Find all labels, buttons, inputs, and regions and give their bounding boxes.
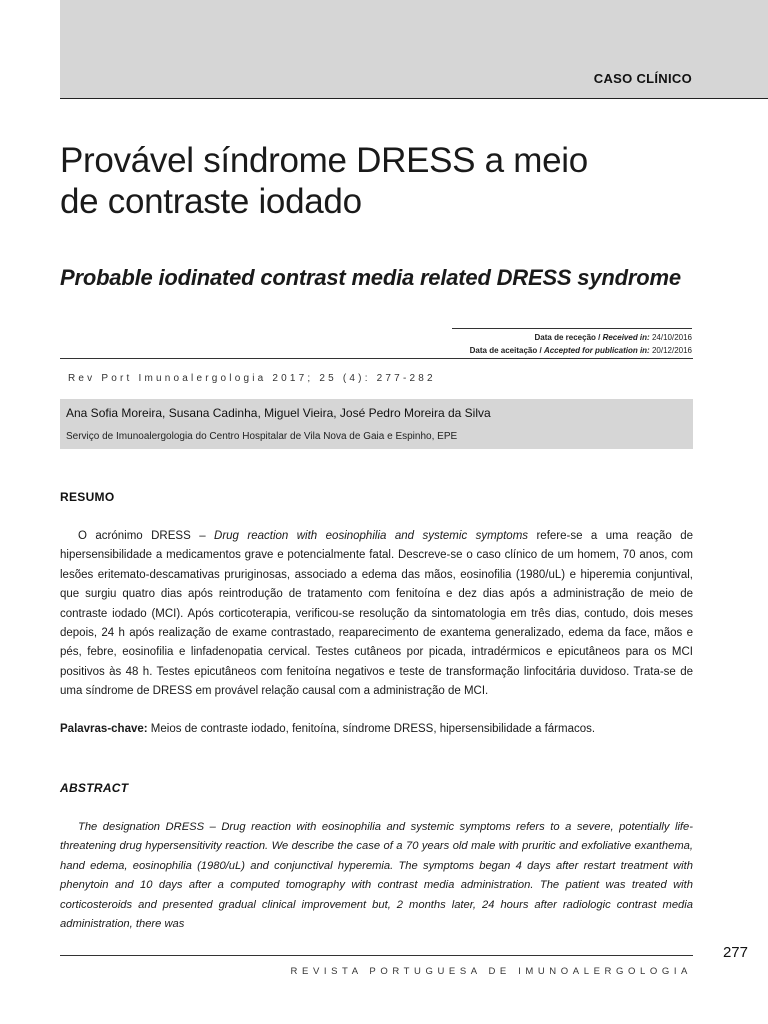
page-number: 277 [722,944,748,961]
resumo-intro-italic: Drug reaction with eosinophilia and systemic symptoms [214,530,529,542]
article-title-english: Probable iodinated contrast media related DRESS syndrome [60,265,681,290]
received-label-pt: Data de receção / [534,333,601,342]
authors-box [60,399,693,449]
footer-divider [60,955,693,956]
citation-divider [60,358,693,359]
abstract-text: The designation DRESS – Drug reaction with eosinophilia and systemic symptoms refers to a severe, potentially life-threatening drug hypersensitivity reaction. We describe the case of a 70 years old male with pruritic and exfoliative exanthema, hand edema, eosinophilia (1980/uL) and conjunctival hyperemia. The symptoms began 4 days after restart treatment with phenytoin and 10 days after a computed tomography with contrast media administration. The patient was treated with corticosteroids and presented gradual clinical improvement but, 2 months later, 24 hours after radiologic contrast media administration, there was [60,821,693,931]
resumo-intro: O acrónimo DRESS – [78,530,215,542]
accepted-label-en: Accepted for publication in: [543,346,650,355]
resumo-heading: RESUMO [60,490,115,504]
received-value: 24/10/2016 [651,333,692,342]
resumo-paragraph [60,527,693,702]
keywords-text: Meios de contraste iodado, fenitoína, síndrome DRESS, hipersensibilidade a fármacos. [147,723,596,735]
resumo-body: refere-se a uma reação de hipersensibilidade a medicamentos grave e potencialmente fatal. Descreve-se o caso clínico de um homem, 70 anos, com lesões eritemato-descamativas pruriginosas, associado a edema das mãos, eosinofilia (1980/uL) e hiperemia conjuntival, que surgiu quatro dias após reintrodução de tratamento com fenitoína e dez dias após a administração de meio de contraste iodado (MCI). Após corticoterapia, verificou-se resolução da sintomatologia em três dias, contudo, dois meses depois, 24 h após realização de exame contrastado, reaparecimento de exantema generalizado, edema da face, mãos e pés, febre, eosinofilia e linfadenopatia cervical. Testes cutâneos por picada, intradérmicos e epicutâneos para os MCI positivos às 48 h. Testes epicutâneos com fenitoína negativos e teste de transformação linfocitária duvidoso. Trata-se de uma síndrome de DRESS em provável relação causal com a administração de MCI. [60,530,693,698]
journal-citation: Rev Port Imunoalergologia 2017; 25 (4): 277-282 [68,373,436,384]
dates-divider [452,328,692,329]
author-list: Ana Sofia Moreira, Susana Cadinha, Miguel Vieira, José Pedro Moreira da Silva [66,406,491,420]
author-affiliation: Serviço de Imunoalergologia do Centro Hospitalar de Vila Nova de Gaia e Espinho, EPE [66,431,458,442]
title-line-2: de contraste iodado [60,182,362,221]
received-date [535,333,692,342]
abstract-heading: ABSTRACT [60,781,129,795]
accepted-value: 20/12/2016 [651,346,692,355]
journal-footer-name: REVISTA PORTUGUESA DE IMUNOALERGOLOGIA [290,966,692,977]
header-band [60,0,768,99]
accepted-label-pt: Data de aceitação / [469,346,542,355]
received-label-en: Received in: [602,333,650,342]
keywords [60,723,595,735]
abstract-paragraph [60,818,693,934]
keywords-label: Palavras-chave: [60,723,148,735]
title-line-1: Provável síndrome DRESS a meio [60,141,588,180]
section-label: CASO CLÍNICO [593,71,692,86]
article-title-portuguese [60,140,720,222]
accepted-date [470,346,692,355]
